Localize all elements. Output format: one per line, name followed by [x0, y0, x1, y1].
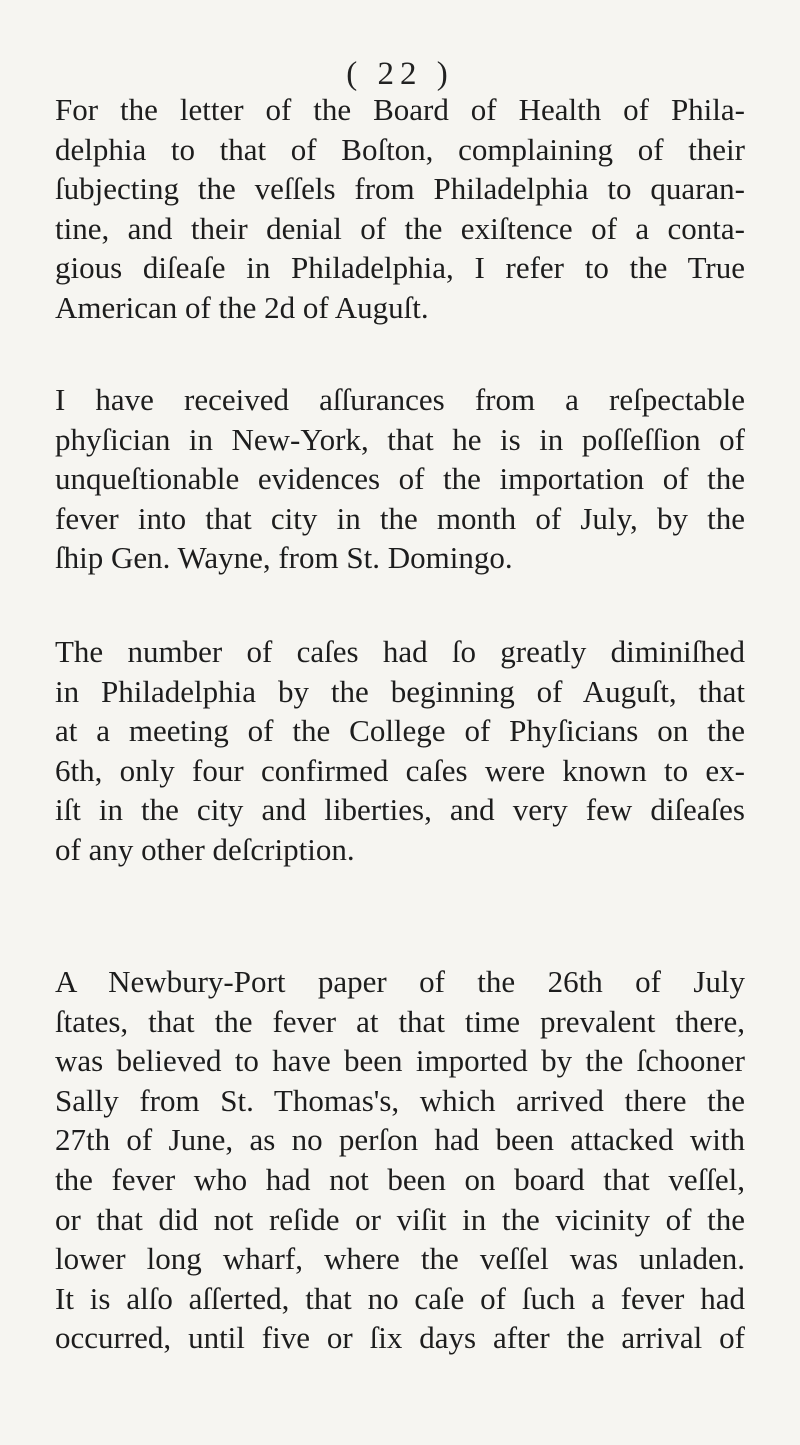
text-line: gious diſeaſe in Philadelphia, I refer to the True — [55, 250, 745, 286]
text-line: American of the 2d of Auguſt. — [55, 289, 429, 325]
text-line: 27th of June, as no perſon had been attacked with — [55, 1122, 745, 1158]
text-line: the fever who had not been on board that veſſel, — [55, 1161, 745, 1197]
text-line: at a meeting of the College of Phyſicians on the — [55, 713, 745, 749]
text-line: was believed to have been imported by the ſchooner — [55, 1043, 745, 1079]
text-line: Sally from St. Thomas's, which arrived there the — [55, 1082, 745, 1118]
page-number: ( 22 ) — [346, 56, 454, 92]
paragraph-newbury-port — [55, 962, 745, 1358]
text-line: A Newbury-Port paper of the 26th of July — [55, 964, 745, 999]
text-line: ſtates, that the fever at that time prevalent there, — [55, 1003, 745, 1039]
text-line: It is alſo aſſerted, that no caſe of ſuch a fever had — [55, 1280, 745, 1316]
text-line: delphia to that of Boſton, complaining of their — [55, 131, 745, 167]
text-line: or that did not reſide or viſit in the vicinity of the — [55, 1201, 745, 1237]
text-line: phyſician in New-York, that he is in poſſeſſion of — [55, 421, 745, 457]
text-line: unqueſtionable evidences of the importation of the — [55, 461, 745, 497]
text-line: occurred, until five or ſix days after the arrival of — [55, 1320, 745, 1356]
text-line: ſhip Gen. Wayne, from St. Domingo. — [55, 540, 513, 576]
text-line: iſt in the city and liberties, and very few diſeaſes — [55, 792, 745, 828]
text-line: tine, and their denial of the exiſtence of a conta- — [55, 210, 745, 246]
text-line: of any other deſcription. — [55, 831, 355, 867]
text-line: For the letter of the Board of Health of Phila- — [55, 92, 745, 127]
text-line: 6th, only four confirmed caſes were known to ex- — [55, 752, 745, 788]
paragraph-number-of-cases — [55, 632, 745, 870]
text-line: fever into that city in the month of July, by the — [55, 500, 745, 536]
text-line: I have received aſſurances from a reſpectable — [55, 382, 745, 417]
paragraph-board-of-health — [55, 90, 745, 328]
text-line: in Philadelphia by the beginning of Auguſt, that — [55, 673, 745, 709]
text-line: lower long wharf, where the veſſel was unladen. — [55, 1241, 745, 1277]
paragraph-new-york-physician — [55, 380, 745, 578]
text-line: The number of caſes had ſo greatly diminiſhed — [55, 634, 745, 669]
text-line: ſubjecting the veſſels from Philadelphia to quaran- — [55, 171, 745, 207]
